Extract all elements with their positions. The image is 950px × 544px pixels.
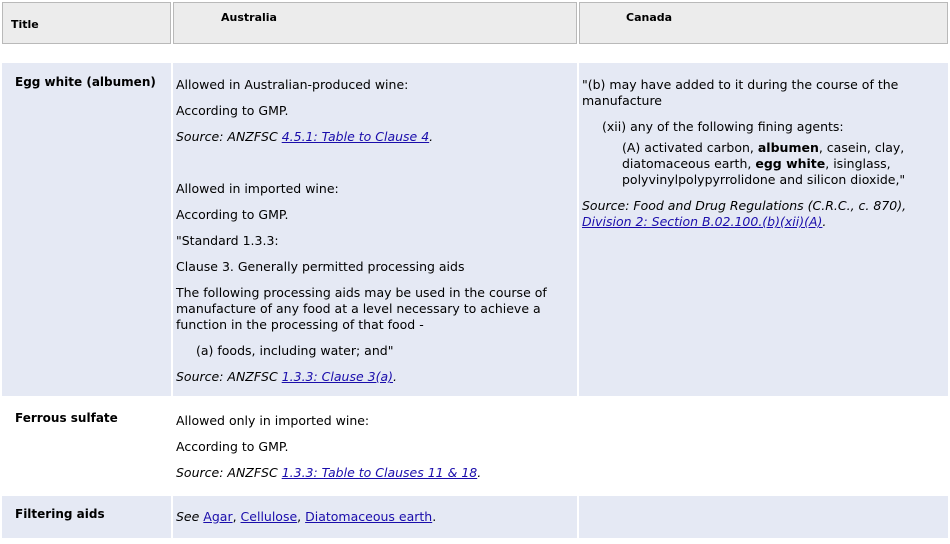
- au-text: Allowed in Australian-produced wine:: [176, 77, 409, 92]
- diatomaceous-earth-link[interactable]: Diatomaceous earth: [305, 509, 433, 524]
- anzfsc-4-5-1-link[interactable]: 4.5.1: Table to Clause 4: [281, 129, 430, 144]
- au-text: (a) foods, including water; and": [196, 343, 394, 358]
- au-text: Allowed in imported wine:: [176, 181, 339, 196]
- header-australia-label: Australia: [221, 11, 277, 24]
- ca-text-part: diatomaceous earth,: [622, 156, 756, 171]
- ca-text-part: (A) activated carbon,: [622, 140, 758, 155]
- header-canada-label: Canada: [626, 11, 673, 24]
- au-text: Clause 3. Generally permitted processing aids: [176, 259, 465, 274]
- header-title-cell: [2, 2, 171, 44]
- ca-text: "(b) may have added to it during the course of the: [582, 77, 899, 92]
- table-row-filtering-aids: [0, 496, 950, 538]
- au-text: Allowed only in imported wine:: [176, 413, 370, 428]
- source-suffix: .: [429, 129, 434, 144]
- au-source: [176, 465, 481, 481]
- see-text: See: [176, 509, 204, 524]
- agar-link[interactable]: Agar: [203, 509, 233, 524]
- source-prefix: Source: ANZFSC: [176, 129, 282, 144]
- ca-text: (xii) any of the following fining agents:: [602, 119, 844, 134]
- ca-text-part: , casein, clay,: [818, 140, 905, 155]
- au-source: [176, 129, 433, 145]
- au-text: manufacture of any food at a level necessary to achieve a: [176, 301, 541, 316]
- row-title: Filtering aids: [15, 507, 105, 521]
- fdr-division-2-link[interactable]: Division 2: Section B.02.100.(b)(xii)(A): [582, 214, 823, 229]
- separator: ,: [297, 509, 306, 524]
- source-suffix: .: [477, 465, 482, 480]
- anzfsc-1-3-3-table-link[interactable]: 1.3.3: Table to Clauses 11 & 18: [281, 465, 478, 480]
- ca-bold-term: egg white: [755, 156, 826, 171]
- separator: ,: [232, 509, 241, 524]
- source-prefix: Source: ANZFSC: [176, 465, 282, 480]
- ca-source: Source: Food and Drug Regulations (C.R.C., c. 870),: [582, 198, 907, 213]
- au-text: "Standard 1.3.3:: [176, 233, 279, 248]
- anzfsc-1-3-3-clause-link[interactable]: 1.3.3: Clause 3(a): [281, 369, 394, 384]
- au-text: [176, 509, 436, 525]
- source-suffix: .: [393, 369, 397, 384]
- au-text: According to GMP.: [176, 207, 289, 222]
- au-text: function in the processing of that food -: [176, 317, 424, 332]
- cellulose-link[interactable]: Cellulose: [240, 509, 298, 524]
- ca-text: manufacture: [582, 93, 662, 108]
- ca-bold-term: albumen: [757, 140, 819, 155]
- au-text: According to GMP.: [176, 103, 289, 118]
- end-punct: .: [432, 509, 437, 524]
- header-australia-cell: [173, 2, 577, 44]
- ca-text-part: , isinglass,: [825, 156, 891, 171]
- row-title: Egg white (albumen): [15, 75, 156, 89]
- canada-cell: [579, 496, 948, 538]
- source-prefix: Source: ANZFSC: [176, 369, 282, 384]
- ca-source: [582, 214, 826, 230]
- header-canada-cell: [579, 2, 948, 44]
- au-text: The following processing aids may be used in the course of: [176, 285, 547, 300]
- row-title: Ferrous sulfate: [15, 411, 118, 425]
- au-source: [176, 369, 397, 385]
- ca-text: [622, 140, 904, 156]
- au-text: According to GMP.: [176, 439, 289, 454]
- source-suffix: .: [822, 214, 827, 229]
- title-cell: [2, 63, 171, 396]
- header-title-label: Title: [11, 18, 39, 31]
- ca-text: polyvinylpolypyrrolidone and silicon dioxide,": [622, 172, 906, 187]
- ca-text: [622, 156, 891, 172]
